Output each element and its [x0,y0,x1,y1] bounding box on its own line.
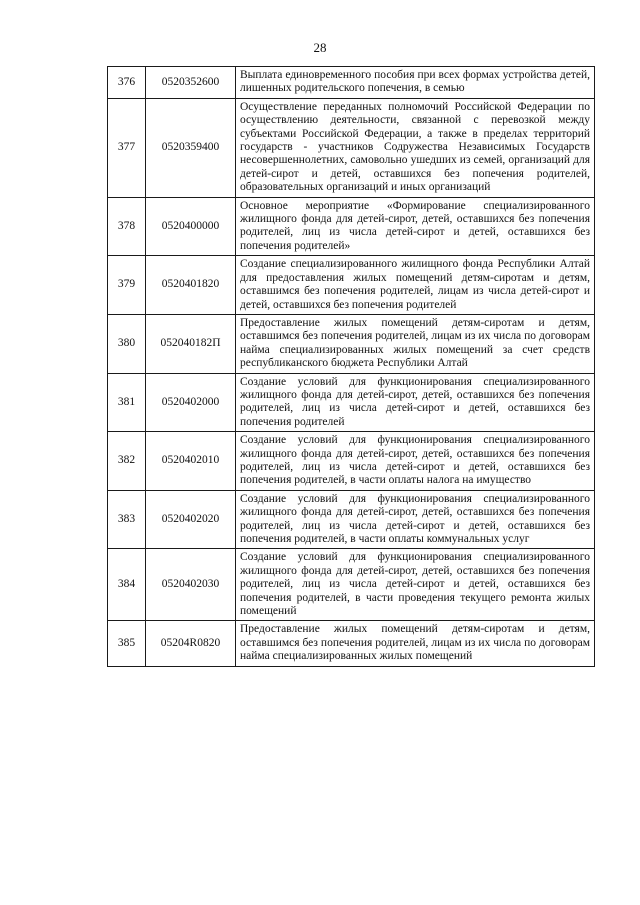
classification-code: 0520402020 [146,490,236,549]
table-row [108,314,595,373]
row-description: Создание условий для функционирования специализированного жилищного фонда для детей-сирот, детей, оставшихся без попечения родителей, лиц из числа детей-сирот и детей, оставшихся без попечения родителей, в части оплаты налога на имущество [236,432,595,491]
row-description: Осуществление переданных полномочий Российской Федерации по осуществлению деятельности, связанной с перевозкой между субъектами Российской Федерации, а также в пределах территорий государств - участников Содружества Независимых Государств несовершеннолетних, самовольно ушедших из семей, организаций для детей-сирот и детей, оставшихся без попечения родителей, образовательных организаций и иных организаций [236,98,595,197]
classification-code: 0520402010 [146,432,236,491]
table-row [108,67,595,99]
table-row [108,98,595,197]
classification-code: 0520352600 [146,67,236,99]
row-number: 380 [108,314,146,373]
classification-code: 0520402000 [146,373,236,432]
table-row [108,490,595,549]
row-number: 378 [108,197,146,256]
row-number: 377 [108,98,146,197]
row-description: Предоставление жилых помещений детям-сиротам и детям, оставшимся без попечения родителей, лицам из их числа по договорам найма специализированных жилых помещений [236,621,595,666]
row-description: Предоставление жилых помещений детям-сиротам и детям, оставшимся без попечения родителей, лицам из их числа по договорам найма специализированных жилых помещений за счет средств республиканского бюджета Республики Алтай [236,314,595,373]
row-number: 382 [108,432,146,491]
classification-code: 0520400000 [146,197,236,256]
row-number: 384 [108,549,146,621]
table-row [108,197,595,256]
classification-code: 0520359400 [146,98,236,197]
page-number: 28 [313,40,327,55]
classification-code: 052040182П [146,314,236,373]
classification-code: 0520401820 [146,256,236,315]
table-row [108,256,595,315]
table-row [108,432,595,491]
row-number: 381 [108,373,146,432]
row-number: 383 [108,490,146,549]
budget-classification-table [107,66,595,667]
row-description: Создание условий для функционирования специализированного жилищного фонда для детей-сирот, детей, оставшихся без попечения родителей, лиц из числа детей-сирот и детей, оставшихся без попечения родителей, в части проведения текущего ремонта жилых помещений [236,549,595,621]
row-description: Создание условий для функционирования специализированного жилищного фонда для детей-сирот, детей, оставшихся без попечения родителей, лиц из числа детей-сирот и детей, оставшихся без попечения родителей, в части оплаты коммунальных услуг [236,490,595,549]
table-row [108,373,595,432]
table-row [108,549,595,621]
row-number: 379 [108,256,146,315]
table-row [108,621,595,666]
row-description: Создание специализированного жилищного фонда Республики Алтай для предоставления жилых помещений детям-сиротам и детям, оставшимся без попечения родителей, лицам из числа детей-сирот и детей, оставшихся без попечения родителей [236,256,595,315]
row-description: Выплата единовременного пособия при всех формах устройства детей, лишенных родительского попечения, в семью [236,67,595,99]
row-description: Создание условий для функционирования специализированного жилищного фонда для детей-сирот, детей, оставшихся без попечения родителей, лиц из числа детей-сирот и детей, оставшихся без попечения родителей [236,373,595,432]
classification-code: 0520402030 [146,549,236,621]
row-number: 376 [108,67,146,99]
row-description: Основное мероприятие «Формирование специализированного жилищного фонда для детей-сирот, детей, оставшихся без попечения родителей, лиц из числа детей-сирот и детей, оставшихся без попечения родителей» [236,197,595,256]
classification-code: 05204R0820 [146,621,236,666]
row-number: 385 [108,621,146,666]
